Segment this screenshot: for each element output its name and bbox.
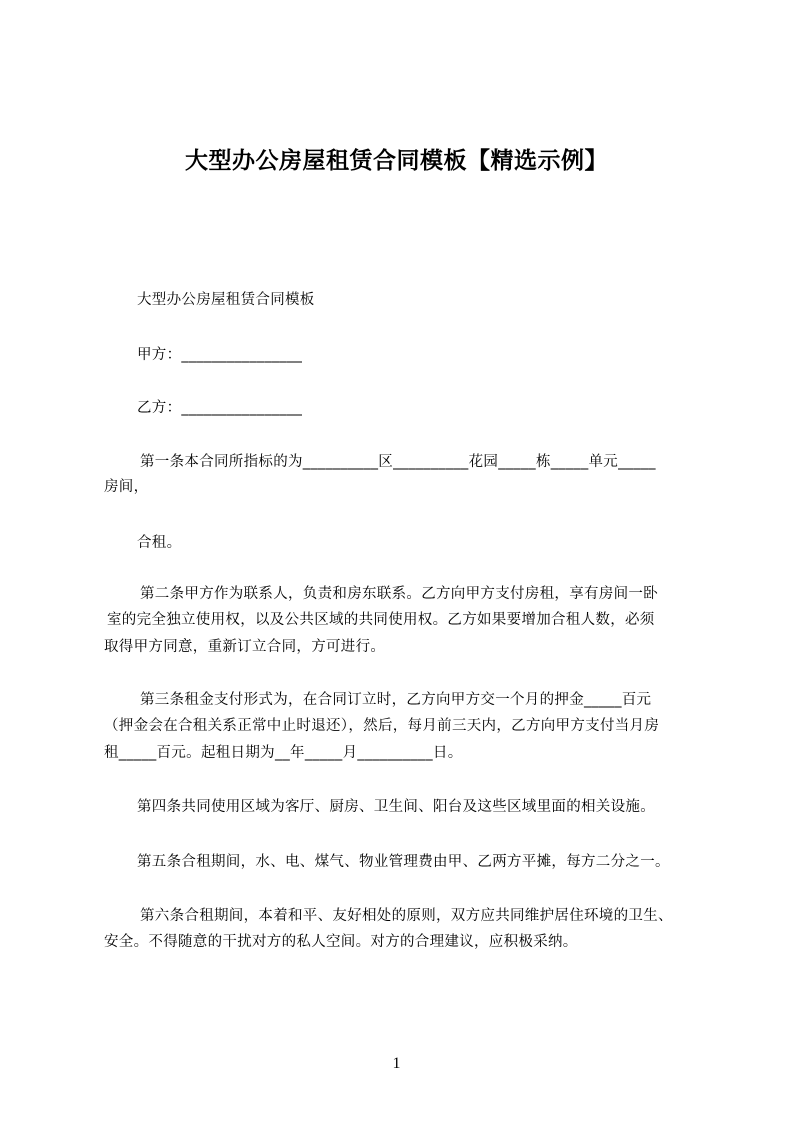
clause-3-line: 租_____百元。起租日期为__年_____月__________日。 bbox=[104, 745, 463, 761]
document-title: 大型办公房屋租赁合同模板【精选示例】 bbox=[185, 148, 608, 174]
clause-5-line: 第五条合租期间，水、电、煤气、物业管理费由甲、乙两方平摊，每方二分之一。 bbox=[137, 854, 670, 870]
clause-3-line: 第三条租金支付形式为，在合同订立时，乙方向甲方交一个月的押金_____百元 bbox=[140, 692, 652, 708]
clause-2-line: 第二条甲方作为联系人，负责和房东联系。乙方向甲方支付房租，享有房间一卧 bbox=[140, 586, 658, 602]
paragraph-line: 合租。 bbox=[137, 535, 182, 551]
clause-1-line: 第一条本合同所指标的为__________区__________花园_____栋_____单元_____ bbox=[140, 454, 656, 470]
clause-6-line: 安全。不得随意的干扰对方的私人空间。对方的合理建议，应积极采纳。 bbox=[104, 934, 578, 950]
clause-3-line: （押金会在合租关系正常中止时退还），然后，每月前三天内，乙方向甲方支付当月房 bbox=[104, 718, 660, 734]
party-b-line: 乙方：________________ bbox=[137, 400, 303, 416]
clause-2-line: 室的完全独立使用权，以及公共区域的共同使用权。乙方如果要增加合租人数，必须 bbox=[107, 612, 655, 628]
clause-2-line: 取得甲方同意，重新订立合同，方可进行。 bbox=[104, 639, 386, 655]
clause-6-line: 第六条合租期间，本着和平、友好相处的原则，双方应共同维护居住环境的卫生、 bbox=[140, 908, 673, 924]
clause-4-line: 第四条共同使用区域为客厅、厨房、卫生间、阳台及这些区域里面的相关设施。 bbox=[137, 799, 655, 815]
page-number: 1 bbox=[392, 1055, 401, 1072]
party-a-line: 甲方：________________ bbox=[137, 347, 303, 363]
document-subtitle: 大型办公房屋租赁合同模板 bbox=[137, 292, 315, 308]
clause-1-line: 房间， bbox=[104, 479, 149, 495]
